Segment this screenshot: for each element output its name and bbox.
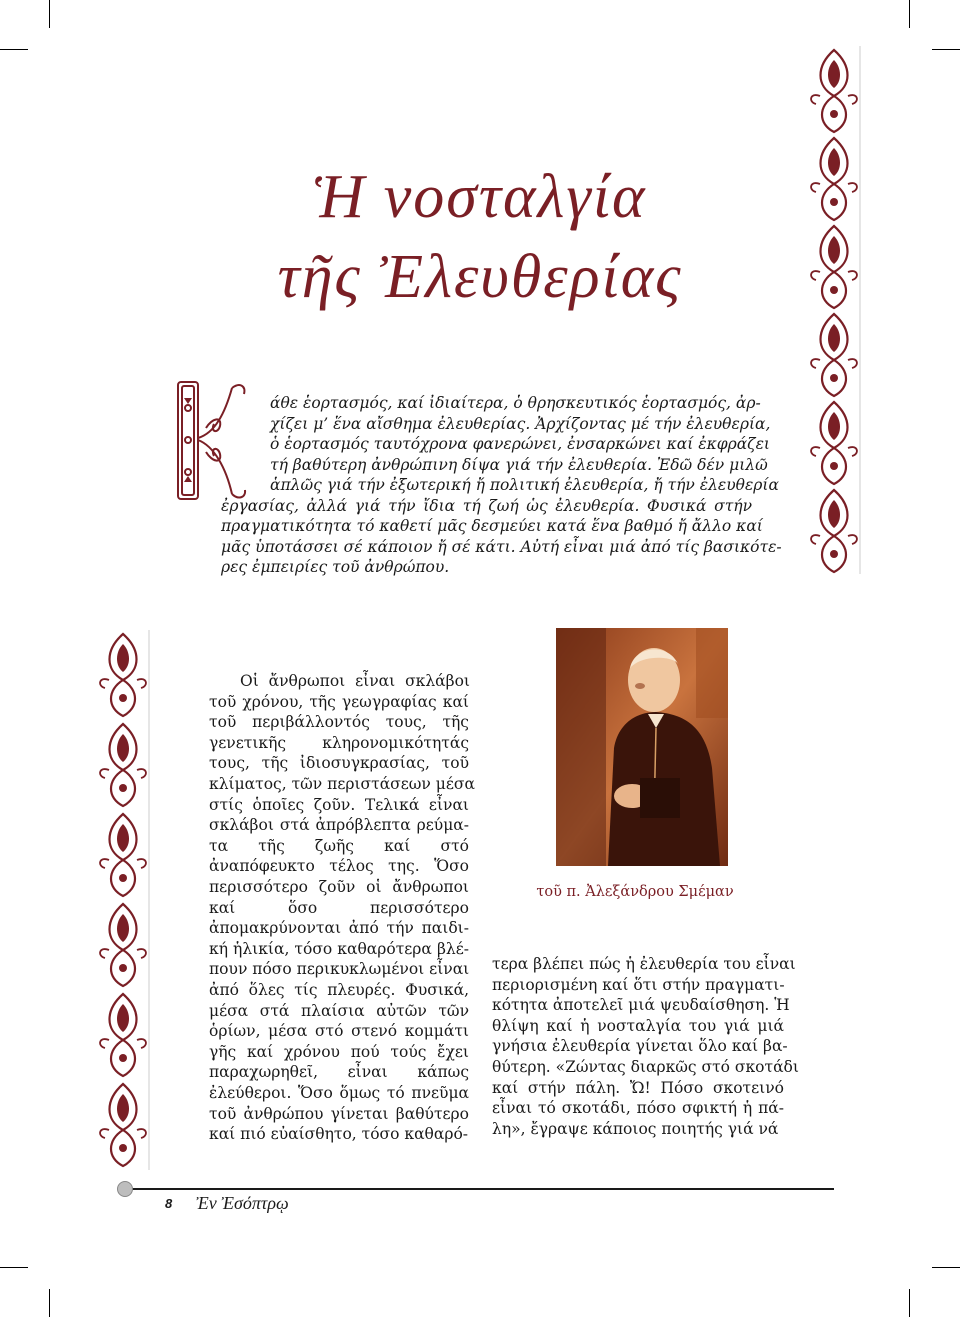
left-column-line: κή ἡλικία, τόσο καθαρότερα βλέ- <box>209 939 469 958</box>
footer-rule <box>126 1188 834 1190</box>
left-column-line: γῆς καί χρόνου πού τούς ἔχει <box>209 1042 469 1061</box>
ornament-motif <box>811 226 857 308</box>
intro-line: τή βαθύτερη ἀνθρώπινη δίψα γιά τήν ἐλευθερία. Ἐδῶ δέν μιλῶ <box>270 455 768 474</box>
left-column-line: ἀναπόφευκτο τέλος της. Ὅσο <box>209 857 469 876</box>
author-photo <box>556 628 728 866</box>
right-column-line: κότητα ἀποτελεῖ μιά ψευδαίσθηση. Ἡ <box>492 996 790 1015</box>
intro-line: ἁπλῶς γιά τήν ἐξωτερική ἤ πολιτική ἐλευθερία, ἤ τήν ἐλευθερία <box>270 476 779 494</box>
crop-mark <box>932 49 960 50</box>
right-column-line: τερα βλέπει πώς ἡ ἐλευθερία του εἶναι <box>492 955 796 973</box>
crop-mark <box>0 1267 28 1268</box>
intro-line: μᾶς ὑποτάσσει σέ κάποιον ἤ σέ κάτι. Αὐτή εἶναι μιά ἀπό τίς βασικότε- <box>221 537 782 556</box>
ornament-motif <box>100 814 146 896</box>
left-column-line: ὁρίων, μέσα στό στενό κομμάτι <box>209 1022 469 1041</box>
crop-mark <box>0 49 28 50</box>
left-column-line: ἐλεύθεροι. Ὅσο ὅμως τό πνεῦμα <box>209 1084 469 1102</box>
page-title-line-1: Ἡ νοσταλγία <box>313 163 647 231</box>
ornament-motif <box>811 138 857 220</box>
ornament-motif <box>100 904 146 986</box>
left-column-line: κλίματος, τῶν περιστάσεων μέσα <box>209 775 475 793</box>
right-column-line: γνήσια ἐλευθερία γίνεται ὅλο καί βα- <box>492 1037 788 1056</box>
ornament-motif <box>811 490 857 572</box>
right-column-line: θλίψη καί ἡ νοσταλγία του γιά μιά <box>492 1016 784 1035</box>
intro-line: ρες ἐμπειρίες τοῦ ἀνθρώπου. <box>221 558 450 576</box>
ornament-motif <box>811 402 857 484</box>
ornament-motif <box>811 314 857 396</box>
left-column-line: τους, τῆς ἰδιοσυγκρασίας, τοῦ <box>209 754 469 773</box>
ornament-border-right <box>806 46 862 576</box>
left-column-line: τοῦ περιβάλλοντός τους, τῆς <box>209 713 469 732</box>
left-column-line: τοῦ χρόνου, τῆς γεωγραφίας καί <box>209 692 469 711</box>
left-column-line: καί πιό εὐαίσθητο, τόσο καθαρό- <box>209 1125 469 1144</box>
footer-dot-icon <box>117 1181 133 1197</box>
crop-mark <box>932 1267 960 1268</box>
crop-mark <box>909 1289 910 1317</box>
right-column-line: λη», ἔγραψε κάποιος ποιητής γιά νά <box>492 1119 779 1138</box>
left-column-line: στίς ὁποῖες ζοῦν. Τελικά εἶναι <box>209 795 469 814</box>
left-column-line: ἀπομακρύνονται ἀπό τήν παιδι- <box>209 919 469 938</box>
left-column-line: Οἱ ἄνθρωποι εἶναι σκλάβοι <box>240 672 470 690</box>
ornament-motif <box>811 50 857 132</box>
ornament-motif <box>100 1084 146 1166</box>
crop-mark <box>49 0 50 28</box>
left-column-line: μέσα στά πλαίσια αὐτῶν τῶν <box>209 1001 469 1020</box>
left-column-line: παραχωρηθεῖ, εἶναι κάπως <box>209 1063 469 1082</box>
left-column-line: περισσότερο ζοῦν οἱ ἄνθρωποι <box>209 878 469 896</box>
right-column-line: καί στήν πάλη. Ὤ! Πόσο σκοτεινό <box>492 1078 784 1097</box>
intro-line: ἐργασίας, ἀλλά γιά τήν ἴδια τή ζωή ὡς ἐλευθερία. Φυσικά στήν <box>221 496 752 515</box>
intro-line: ὁ ἑορτασμός ταυτόχρονα φανερώνει, ἐνσαρκώνει καί ἐκφράζει <box>270 435 770 453</box>
page-title-line-2: τῆς Ἐλευθερίας <box>277 243 683 311</box>
right-column-line: θύτερη. «Ζώντας διαρκῶς στό σκοτάδι <box>492 1058 799 1076</box>
page-number: 8 <box>165 1196 173 1211</box>
intro-line: χίζει μ’ ἕνα αἴσθημα ἐλευθερίας. Ἀρχίζοντας μέ τήν ἐλευθερία, <box>270 414 771 433</box>
ornament-motif <box>100 724 146 806</box>
ornament-motif <box>100 634 146 716</box>
intro-line: πραγματικότητα τό καθετί μᾶς δεσμεύει κατά ἕνα βαθμό ἤ ἄλλο καί <box>221 517 763 535</box>
intro-line: άθε ἑορτασμός, καί ἰδιαίτερα, ὁ θρησκευτικός ἑορτασμός, ἀρ- <box>270 394 761 412</box>
left-column-line: καί ὅσο περισσότερο <box>209 898 469 917</box>
author-caption: τοῦ π. Ἀλεξάνδρου Σμέμαν <box>536 884 734 900</box>
right-column-line: περιορισμένη καί ὅτι στήν πραγματι- <box>492 975 785 994</box>
right-column-line: εἶναι τό σκοτάδι, πόσο σφικτή ἡ πά- <box>492 1099 784 1118</box>
magazine-name: Ἐν Ἐσόπτρῳ <box>196 1193 289 1213</box>
left-column-line: τα τῆς ζωῆς καί στό <box>209 836 469 855</box>
left-column-line: σκλάβοι στά ἀπρόβλεπτα ρεύμα- <box>209 816 469 835</box>
crop-mark <box>909 0 910 28</box>
ornament-motif <box>100 994 146 1076</box>
left-column-line: πουν πόσο περικυκλωμένοι εἶναι <box>209 960 470 979</box>
left-column-line: γενετικῆς κληρονομικότητάς <box>209 733 469 752</box>
left-column-line: τοῦ ἀνθρώπου γίνεται βαθύτερο <box>209 1104 469 1123</box>
svg-text:Κ: Κ <box>215 448 216 449</box>
left-column-line: ἀπό ὅλες τίς πλευρές. Φυσικά, <box>209 981 469 999</box>
drop-cap-ornament <box>170 378 250 503</box>
ornament-border-left <box>95 630 151 1170</box>
crop-mark <box>49 1289 50 1317</box>
